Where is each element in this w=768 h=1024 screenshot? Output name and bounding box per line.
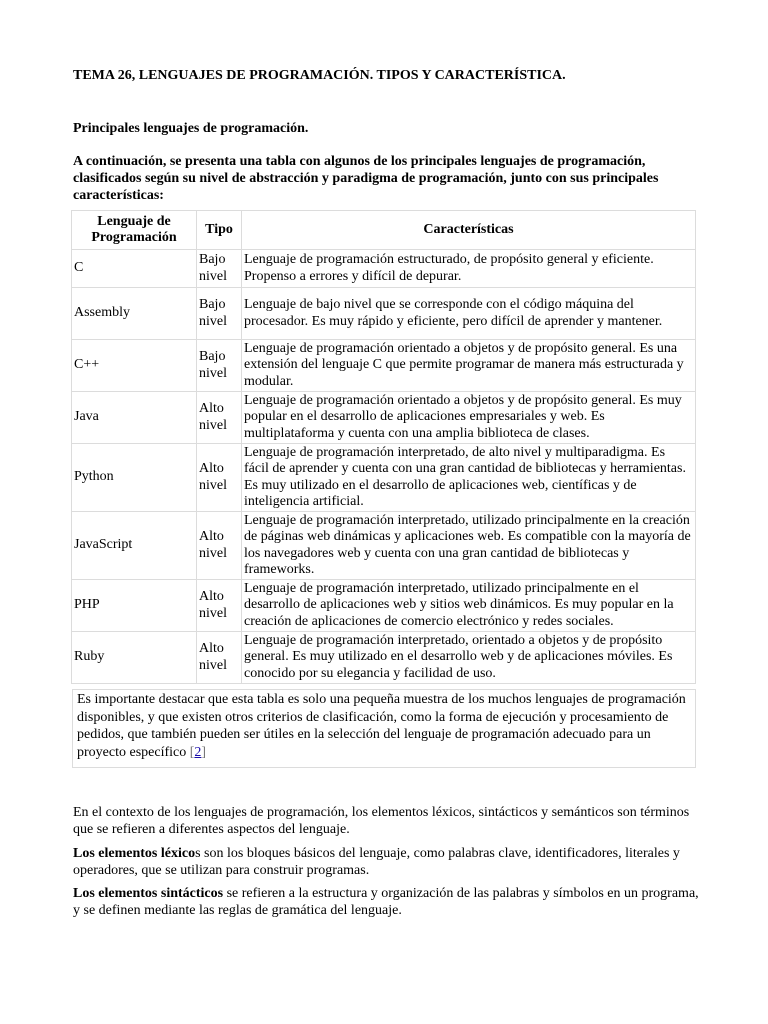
table-row — [72, 632, 696, 684]
row-type: Alto nivel — [197, 632, 242, 684]
paragraph-syntactic — [73, 886, 703, 919]
table-row — [72, 580, 696, 632]
row-language: C++ — [72, 340, 197, 392]
intro-paragraph: A continuación, se presenta una tabla con algunos de los principales lenguajes de programación, clasificados según su nivel de abstracción y paradigma de programación, junto con sus principales características: — [73, 154, 659, 203]
row-characteristics: Lenguaje de bajo nivel que se corresponde con el código máquina del procesador. Es muy rápido y eficiente, pero difícil de aprender y mantener. — [242, 288, 696, 340]
table-note — [72, 689, 696, 768]
table-row — [72, 340, 696, 392]
table-row — [72, 512, 696, 580]
row-type: Bajo nivel — [197, 288, 242, 340]
header-type: Tipo — [197, 211, 242, 250]
note-text: Es importante destacar que esta tabla es solo una pequeña muestra de los muchos lenguajes de programación disponibles, y que existen otros criterios de clasificación, como la forma de ejecución y procesamiento de pedidos, que también pueden ser útiles en la selección del lenguaje de programación adecuado para un proyecto específico — [77, 692, 686, 760]
row-characteristics: Lenguaje de programación interpretado, utilizado principalmente en el desarrollo de aplicaciones web y sitios web dinámicos. Es muy popular en la creación de aplicaciones de comercio electrónico y redes sociales. — [242, 580, 696, 632]
lexical-text: s son los bloques básicos del lenguaje, como palabras clave, identificadores, literales y operadores, que se utilizan para construir programas. — [73, 846, 680, 878]
reference-link[interactable]: 2 — [194, 744, 202, 760]
row-language: Java — [72, 392, 197, 444]
ref-bracket-close: ] — [201, 744, 207, 760]
row-language: Ruby — [72, 632, 197, 684]
section-subtitle: Principales lenguajes de programación. — [73, 121, 309, 136]
lexical-term: Los elementos léxico — [73, 846, 196, 861]
document-title: TEMA 26, LENGUAJES DE PROGRAMACIÓN. TIPOS Y CARACTERÍSTICA. — [73, 68, 566, 83]
row-characteristics: Lenguaje de programación orientado a objetos y de propósito general. Es una extensión del lenguaje C que permite programar de manera más estructurada y modular. — [242, 340, 696, 392]
languages-table — [71, 210, 696, 684]
row-type: Bajo nivel — [197, 340, 242, 392]
row-characteristics: Lenguaje de programación orientado a objetos y de propósito general. Es muy popular en el desarrollo de aplicaciones empresariales y web. Es multiplataforma y cuenta con una amplia biblioteca de clases. — [242, 392, 696, 444]
paragraph-context: En el contexto de los lenguajes de programación, los elementos léxicos, sintácticos y semánticos son términos que se refieren a diferentes aspectos del lenguaje. — [73, 805, 690, 837]
syntactic-text: se refieren a la estructura y organización de las palabras y símbolos en un programa, y se definen mediante las reglas de gramática del lenguaje. — [73, 886, 699, 918]
row-characteristics: Lenguaje de programación estructurado, de propósito general y eficiente. Propenso a errores y difícil de depurar. — [242, 250, 696, 288]
row-type: Alto nivel — [197, 580, 242, 632]
row-language: C — [72, 250, 197, 288]
table-row — [72, 392, 696, 444]
table-row — [72, 288, 696, 340]
paragraph-lexical — [73, 846, 703, 879]
table-header-row — [72, 211, 696, 250]
row-characteristics: Lenguaje de programación interpretado, orientado a objetos y de propósito general. Es muy utilizado en el desarrollo web y de aplicaciones móviles. Es conocido por su elegancia y facilidad de uso. — [242, 632, 696, 684]
row-language: Assembly — [72, 288, 197, 340]
ref-bracket-open: [ — [189, 744, 195, 760]
syntactic-term: Los elementos sintácticos — [73, 886, 224, 901]
row-type: Alto nivel — [197, 392, 242, 444]
table-row — [72, 250, 696, 288]
row-type: Alto nivel — [197, 512, 242, 580]
row-type: Bajo nivel — [197, 250, 242, 288]
header-characteristics: Características — [242, 211, 696, 250]
row-type: Alto nivel — [197, 444, 242, 512]
row-language: PHP — [72, 580, 197, 632]
row-language: Python — [72, 444, 197, 512]
row-characteristics: Lenguaje de programación interpretado, utilizado principalmente en la creación de páginas web dinámicas y aplicaciones web. Es compatible con la mayoría de los navegadores web y cuenta con una gran cantidad de bibliotecas y frameworks. — [242, 512, 696, 580]
header-language: Lenguaje de Programación — [72, 211, 197, 250]
row-characteristics: Lenguaje de programación interpretado, de alto nivel y multiparadigma. Es fácil de aprender y cuenta con una gran cantidad de bibliotecas y herramientas. Es muy utilizado en el desarrollo de aplicaciones web, científicas y de inteligencia artificial. — [242, 444, 696, 512]
row-language: JavaScript — [72, 512, 197, 580]
table-row — [72, 444, 696, 512]
